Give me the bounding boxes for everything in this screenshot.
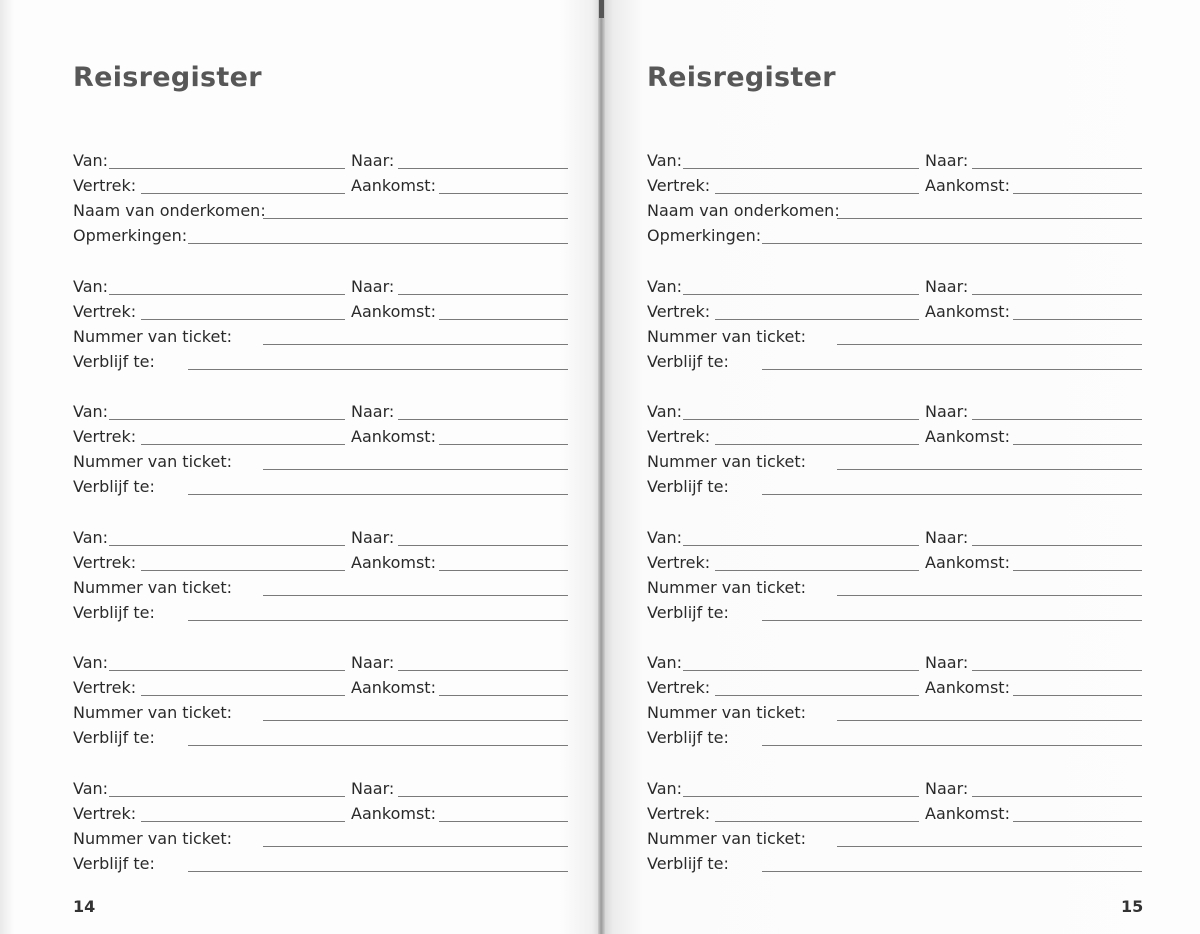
write-in-line[interactable] bbox=[1013, 695, 1142, 696]
form-row bbox=[73, 677, 568, 702]
field-label: Verblijf te: bbox=[73, 728, 155, 747]
aankomst-label: Aankomst: bbox=[925, 301, 1010, 321]
aankomst-label: Aankomst: bbox=[351, 678, 436, 697]
form-row bbox=[647, 702, 1142, 727]
aankomst-label: Aankomst: bbox=[351, 176, 436, 195]
travel-entry bbox=[647, 778, 1142, 878]
write-in-line[interactable] bbox=[837, 344, 1142, 345]
vertrek-label: Vertrek: bbox=[73, 552, 137, 572]
form-row bbox=[647, 401, 1142, 426]
aankomst-label: Aankomst: bbox=[351, 301, 436, 321]
form-row bbox=[73, 652, 568, 677]
write-in-line[interactable] bbox=[398, 670, 568, 671]
naar-label: Naar: bbox=[351, 527, 395, 547]
form-row bbox=[73, 451, 568, 476]
form-row bbox=[647, 301, 1142, 326]
write-in-line[interactable] bbox=[715, 570, 919, 571]
travel-entry bbox=[647, 401, 1142, 501]
field-label: Nummer van ticket: bbox=[647, 703, 807, 722]
form-row bbox=[647, 602, 1142, 627]
form-row bbox=[73, 828, 568, 853]
form-row bbox=[647, 200, 1142, 225]
write-in-line[interactable] bbox=[1013, 444, 1142, 445]
write-in-line[interactable] bbox=[683, 294, 919, 295]
write-in-line[interactable] bbox=[188, 871, 568, 872]
van-label: Van: bbox=[73, 778, 109, 798]
write-in-line[interactable] bbox=[263, 720, 568, 721]
form-row bbox=[73, 803, 568, 828]
write-in-line[interactable] bbox=[762, 243, 1142, 244]
write-in-line[interactable] bbox=[109, 168, 345, 169]
van-label: Van: bbox=[647, 778, 683, 798]
naar-label: Naar: bbox=[925, 402, 969, 421]
travel-entry bbox=[73, 527, 568, 627]
write-in-line[interactable] bbox=[715, 444, 919, 445]
form-row bbox=[647, 351, 1142, 376]
aankomst-label: Aankomst: bbox=[351, 552, 436, 572]
field-label: Opmerkingen: bbox=[647, 226, 762, 245]
write-in-line[interactable] bbox=[263, 595, 568, 596]
form-row bbox=[647, 803, 1142, 828]
form-row bbox=[647, 476, 1142, 501]
write-in-line[interactable] bbox=[683, 545, 919, 546]
write-in-line[interactable] bbox=[263, 469, 568, 470]
form-row bbox=[73, 175, 568, 200]
write-in-line[interactable] bbox=[398, 545, 568, 546]
form-row bbox=[647, 552, 1142, 577]
form-row bbox=[647, 451, 1142, 476]
write-in-line[interactable] bbox=[683, 796, 919, 797]
form-row bbox=[647, 276, 1142, 301]
write-in-line[interactable] bbox=[188, 369, 568, 370]
write-in-line[interactable] bbox=[762, 871, 1142, 872]
write-in-line[interactable] bbox=[109, 294, 345, 295]
write-in-line[interactable] bbox=[109, 419, 345, 420]
write-in-line[interactable] bbox=[683, 419, 919, 420]
write-in-line[interactable] bbox=[398, 419, 568, 420]
form-row bbox=[73, 853, 568, 878]
field-label: Nummer van ticket: bbox=[73, 452, 233, 471]
write-in-line[interactable] bbox=[141, 444, 345, 445]
write-in-line[interactable] bbox=[188, 494, 568, 495]
form-row bbox=[73, 326, 568, 351]
write-in-line[interactable] bbox=[109, 670, 345, 671]
field-label: Verblijf te: bbox=[647, 853, 729, 873]
write-in-line[interactable] bbox=[837, 469, 1142, 470]
field-label: Nummer van ticket: bbox=[73, 577, 233, 597]
write-in-line[interactable] bbox=[188, 745, 568, 746]
write-in-line[interactable] bbox=[972, 168, 1142, 169]
aankomst-label: Aankomst: bbox=[925, 552, 1010, 572]
form-row bbox=[647, 225, 1142, 250]
write-in-line[interactable] bbox=[188, 243, 568, 244]
van-label: Van: bbox=[647, 402, 683, 421]
write-in-line[interactable] bbox=[972, 294, 1142, 295]
form-row bbox=[647, 828, 1142, 853]
form-row bbox=[647, 577, 1142, 602]
form-row bbox=[73, 702, 568, 727]
aankomst-label: Aankomst: bbox=[351, 803, 436, 823]
naar-label: Naar: bbox=[351, 778, 395, 798]
form-row bbox=[647, 527, 1142, 552]
write-in-line[interactable] bbox=[972, 796, 1142, 797]
vertrek-label: Vertrek: bbox=[73, 176, 137, 195]
travel-entry bbox=[647, 527, 1142, 627]
travel-entry bbox=[73, 401, 568, 501]
form-row bbox=[647, 426, 1142, 451]
field-label: Nummer van ticket: bbox=[647, 452, 807, 471]
aankomst-label: Aankomst: bbox=[925, 427, 1010, 446]
naar-label: Naar: bbox=[925, 276, 969, 296]
vertrek-label: Vertrek: bbox=[647, 427, 711, 446]
travel-entry bbox=[73, 150, 568, 250]
form-row bbox=[73, 301, 568, 326]
field-label: Nummer van ticket: bbox=[647, 577, 807, 597]
field-label: Nummer van ticket: bbox=[647, 828, 807, 848]
aankomst-label: Aankomst: bbox=[351, 427, 436, 446]
write-in-line[interactable] bbox=[837, 720, 1142, 721]
naar-label: Naar: bbox=[925, 527, 969, 547]
write-in-line[interactable] bbox=[972, 670, 1142, 671]
field-label: Opmerkingen: bbox=[73, 226, 188, 245]
aankomst-label: Aankomst: bbox=[925, 803, 1010, 823]
naar-label: Naar: bbox=[351, 653, 395, 672]
write-in-line[interactable] bbox=[439, 570, 568, 571]
page-number: 14 bbox=[73, 897, 96, 916]
aankomst-label: Aankomst: bbox=[925, 678, 1010, 697]
travel-entry bbox=[647, 652, 1142, 752]
field-label: Verblijf te: bbox=[73, 477, 155, 496]
write-in-line[interactable] bbox=[141, 695, 345, 696]
van-label: Van: bbox=[647, 276, 683, 296]
write-in-line[interactable] bbox=[109, 545, 345, 546]
write-in-line[interactable] bbox=[715, 193, 919, 194]
naar-label: Naar: bbox=[925, 778, 969, 798]
write-in-line[interactable] bbox=[263, 344, 568, 345]
write-in-line[interactable] bbox=[1013, 570, 1142, 571]
naar-label: Naar: bbox=[351, 276, 395, 296]
form-row bbox=[73, 401, 568, 426]
write-in-line[interactable] bbox=[683, 670, 919, 671]
van-label: Van: bbox=[73, 402, 109, 421]
naar-label: Naar: bbox=[925, 653, 969, 672]
form-row bbox=[73, 276, 568, 301]
form-row bbox=[73, 476, 568, 501]
field-label: Nummer van ticket: bbox=[647, 326, 807, 346]
vertrek-label: Vertrek: bbox=[73, 803, 137, 823]
write-in-line[interactable] bbox=[439, 193, 568, 194]
field-label: Nummer van ticket: bbox=[73, 703, 233, 722]
write-in-line[interactable] bbox=[439, 444, 568, 445]
write-in-line[interactable] bbox=[972, 545, 1142, 546]
page-title: Reisregister bbox=[73, 62, 262, 93]
form-row bbox=[647, 727, 1142, 752]
page-title: Reisregister bbox=[647, 62, 836, 93]
vertrek-label: Vertrek: bbox=[647, 301, 711, 321]
van-label: Van: bbox=[73, 527, 109, 547]
write-in-line[interactable] bbox=[715, 319, 919, 320]
field-label: Verblijf te: bbox=[73, 853, 155, 873]
vertrek-label: Vertrek: bbox=[73, 427, 137, 446]
write-in-line[interactable] bbox=[762, 745, 1142, 746]
write-in-line[interactable] bbox=[762, 369, 1142, 370]
form-row bbox=[647, 677, 1142, 702]
field-label: Verblijf te: bbox=[73, 602, 155, 622]
vertrek-label: Vertrek: bbox=[647, 803, 711, 823]
form-row bbox=[647, 326, 1142, 351]
form-row bbox=[73, 351, 568, 376]
write-in-line[interactable] bbox=[141, 570, 345, 571]
write-in-line[interactable] bbox=[141, 193, 345, 194]
form-row bbox=[647, 652, 1142, 677]
vertrek-label: Vertrek: bbox=[647, 552, 711, 572]
book-spine-shadow bbox=[599, 0, 604, 18]
field-label: Naam van onderkomen: bbox=[647, 201, 840, 220]
van-label: Van: bbox=[647, 653, 683, 672]
form-row bbox=[647, 778, 1142, 803]
page-number: 15 bbox=[1121, 897, 1144, 916]
form-row bbox=[73, 552, 568, 577]
book-gutter bbox=[598, 0, 605, 934]
write-in-line[interactable] bbox=[1013, 319, 1142, 320]
write-in-line[interactable] bbox=[762, 494, 1142, 495]
write-in-line[interactable] bbox=[1013, 821, 1142, 822]
van-label: Van: bbox=[73, 151, 109, 170]
form-row bbox=[73, 225, 568, 250]
vertrek-label: Vertrek: bbox=[73, 678, 137, 697]
form-row bbox=[73, 527, 568, 552]
form-row bbox=[73, 602, 568, 627]
write-in-line[interactable] bbox=[398, 796, 568, 797]
field-label: Verblijf te: bbox=[647, 728, 729, 747]
write-in-line[interactable] bbox=[1013, 193, 1142, 194]
naar-label: Naar: bbox=[351, 151, 395, 170]
form-row bbox=[73, 577, 568, 602]
travel-entry bbox=[73, 276, 568, 376]
aankomst-label: Aankomst: bbox=[925, 176, 1010, 195]
write-in-line[interactable] bbox=[439, 821, 568, 822]
field-label: Nummer van ticket: bbox=[73, 828, 233, 848]
vertrek-label: Vertrek: bbox=[73, 301, 137, 321]
naar-label: Naar: bbox=[351, 402, 395, 421]
form-row bbox=[647, 175, 1142, 200]
field-label: Verblijf te: bbox=[647, 351, 729, 371]
naar-label: Naar: bbox=[925, 151, 969, 170]
write-in-line[interactable] bbox=[837, 846, 1142, 847]
write-in-line[interactable] bbox=[263, 218, 568, 219]
write-in-line[interactable] bbox=[141, 319, 345, 320]
travel-entry bbox=[73, 652, 568, 752]
write-in-line[interactable] bbox=[141, 821, 345, 822]
field-label: Naam van onderkomen: bbox=[73, 201, 266, 220]
write-in-line[interactable] bbox=[439, 319, 568, 320]
write-in-line[interactable] bbox=[188, 620, 568, 621]
write-in-line[interactable] bbox=[715, 695, 919, 696]
van-label: Van: bbox=[73, 276, 109, 296]
write-in-line[interactable] bbox=[837, 218, 1142, 219]
form-row bbox=[73, 200, 568, 225]
form-row bbox=[73, 150, 568, 175]
field-label: Verblijf te: bbox=[647, 477, 729, 496]
write-in-line[interactable] bbox=[715, 821, 919, 822]
travel-entry bbox=[647, 276, 1142, 376]
van-label: Van: bbox=[647, 527, 683, 547]
field-label: Nummer van ticket: bbox=[73, 326, 233, 346]
van-label: Van: bbox=[647, 151, 683, 170]
field-label: Verblijf te: bbox=[647, 602, 729, 622]
right-page bbox=[603, 0, 1200, 934]
van-label: Van: bbox=[73, 653, 109, 672]
write-in-line[interactable] bbox=[837, 595, 1142, 596]
vertrek-label: Vertrek: bbox=[647, 678, 711, 697]
write-in-line[interactable] bbox=[683, 168, 919, 169]
form-row bbox=[647, 150, 1142, 175]
write-in-line[interactable] bbox=[263, 846, 568, 847]
form-row bbox=[73, 727, 568, 752]
form-row bbox=[73, 778, 568, 803]
vertrek-label: Vertrek: bbox=[647, 176, 711, 195]
field-label: Verblijf te: bbox=[73, 351, 155, 371]
write-in-line[interactable] bbox=[109, 796, 345, 797]
write-in-line[interactable] bbox=[762, 620, 1142, 621]
write-in-line[interactable] bbox=[972, 419, 1142, 420]
travel-entry bbox=[647, 150, 1142, 250]
travel-entry bbox=[73, 778, 568, 878]
form-row bbox=[73, 426, 568, 451]
write-in-line[interactable] bbox=[398, 294, 568, 295]
write-in-line[interactable] bbox=[439, 695, 568, 696]
form-row bbox=[647, 853, 1142, 878]
write-in-line[interactable] bbox=[398, 168, 568, 169]
